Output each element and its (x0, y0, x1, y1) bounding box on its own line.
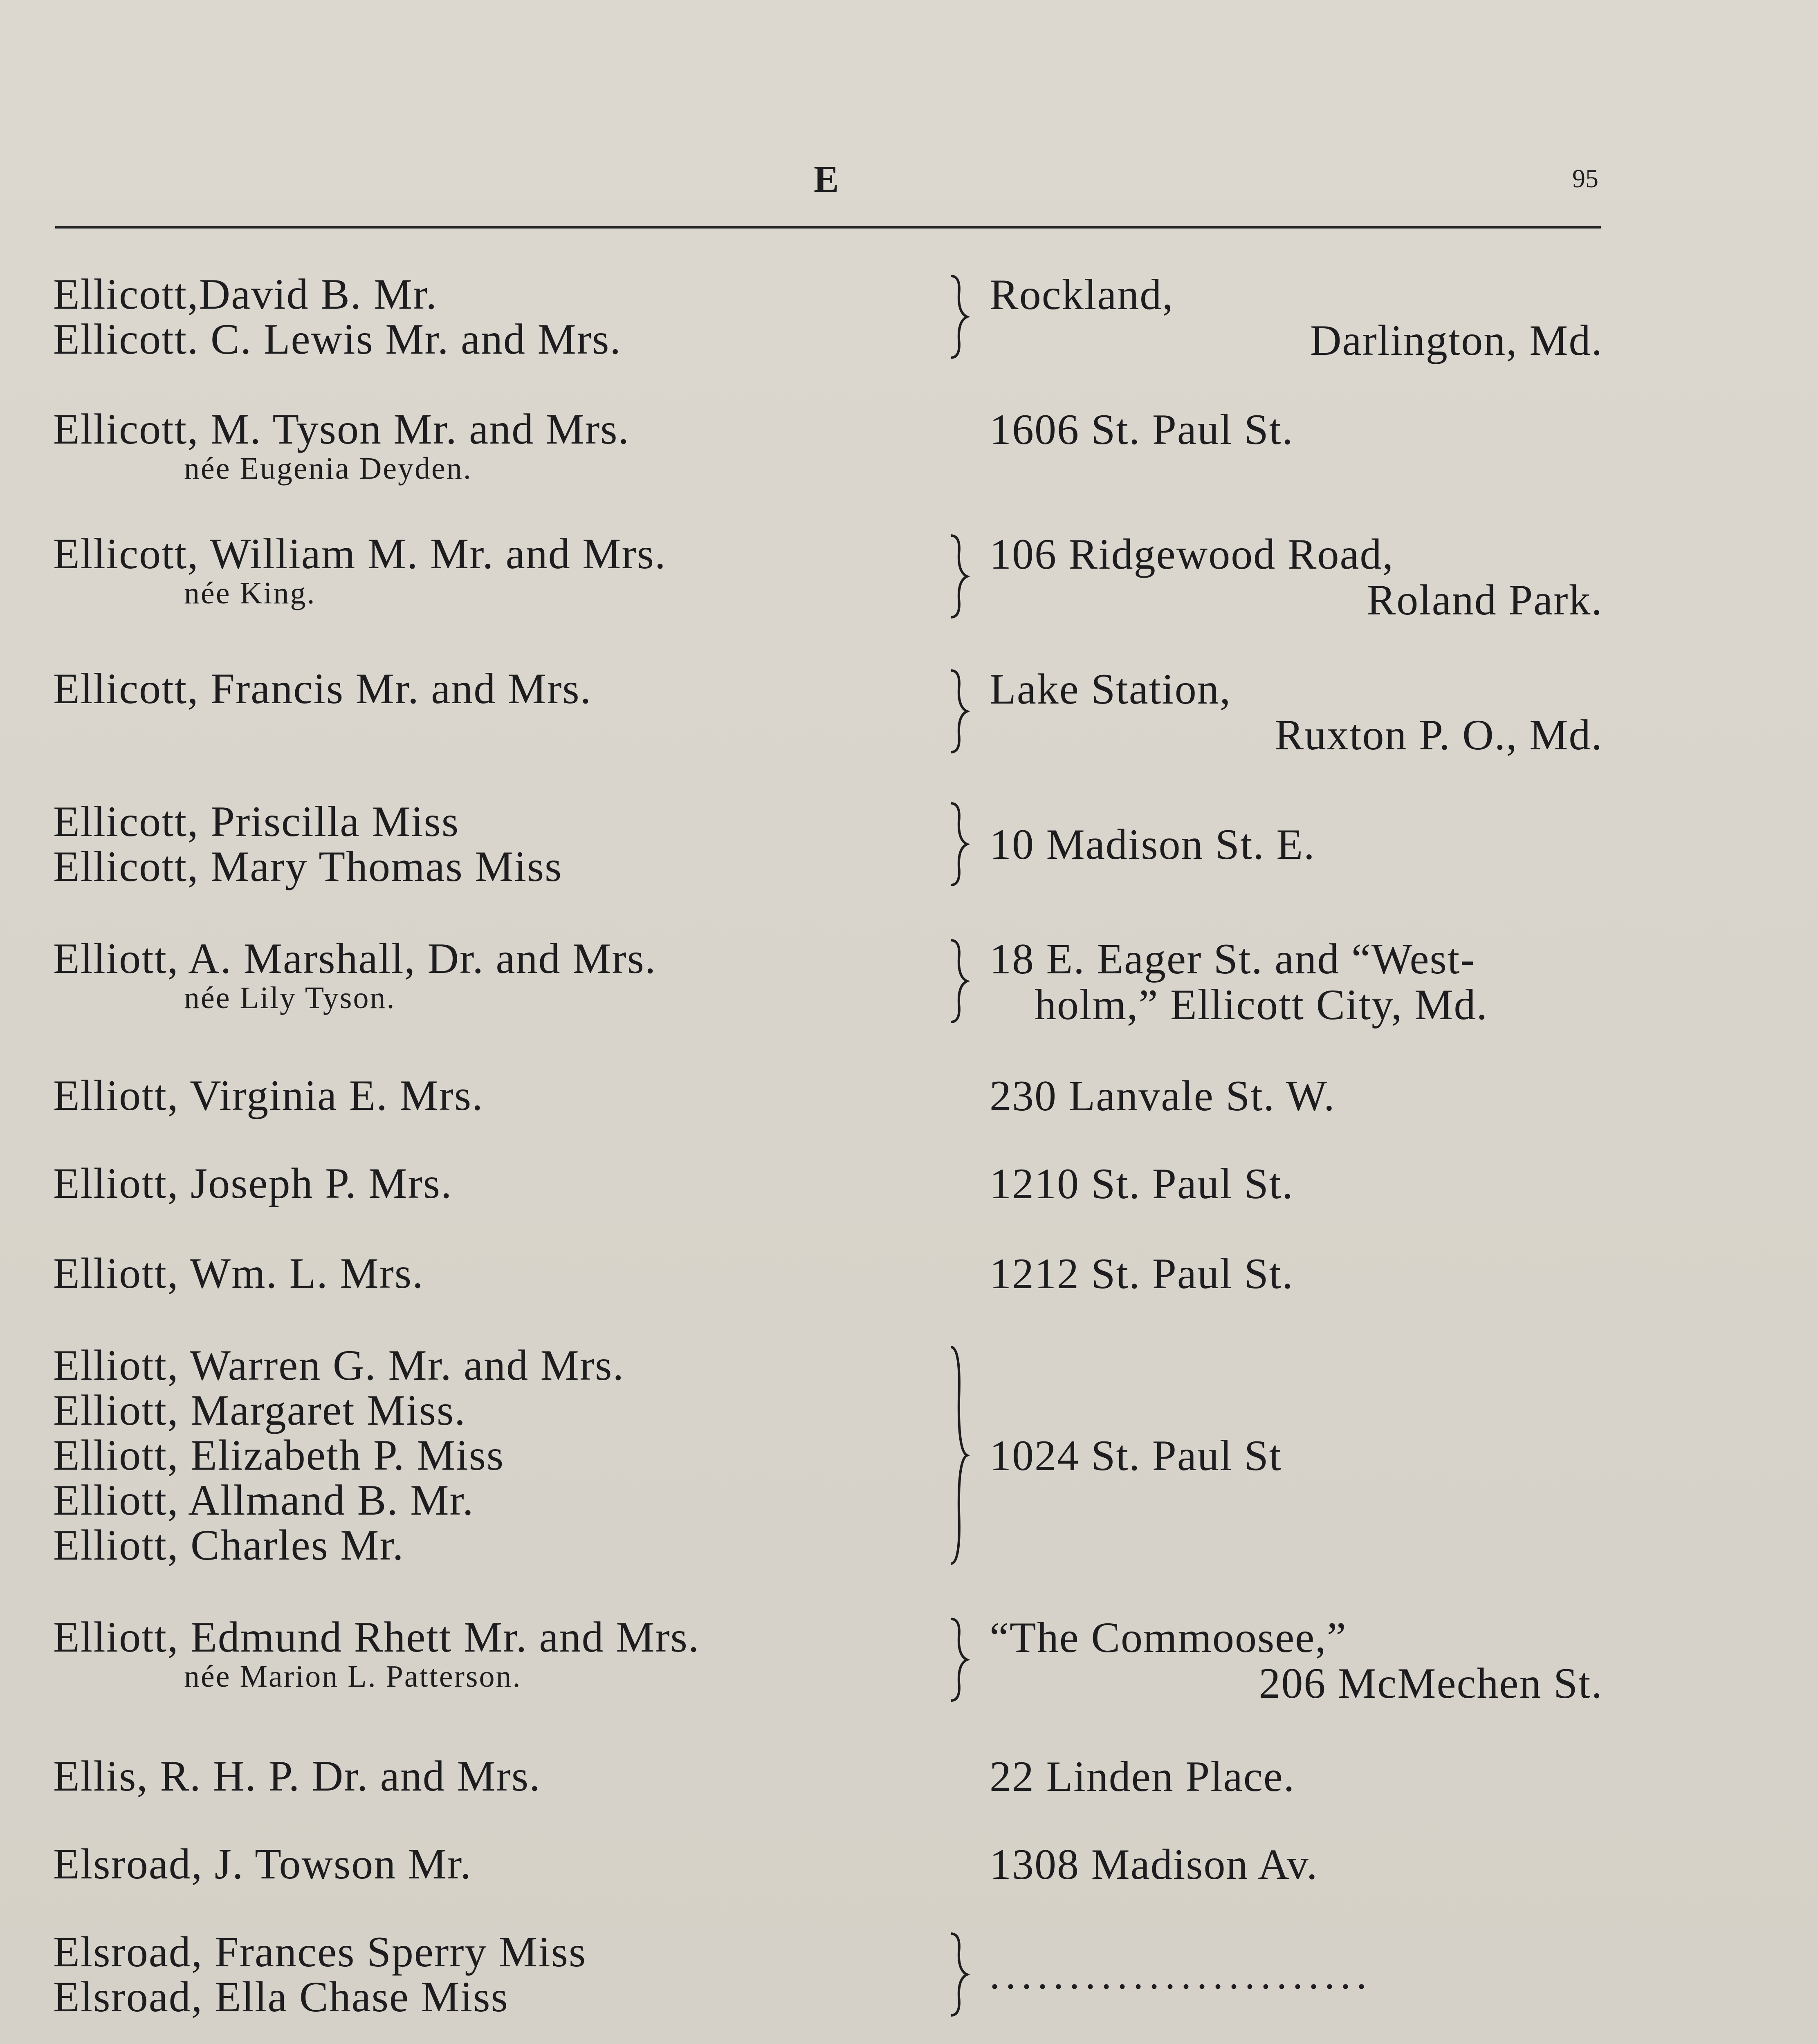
resident-name: Elliott, Virginia E. Mrs. (53, 1071, 484, 1119)
entry-address (990, 272, 1603, 363)
address-line: 18 E. Eager St. and “West- (990, 935, 1476, 983)
resident-name: Ellicott, William M. Mr. and Mrs. (53, 530, 667, 578)
address-line: 1024 St. Paul St (990, 1432, 1282, 1479)
entry-names (53, 1842, 932, 1887)
entry-names (53, 799, 932, 889)
address-line: Ruxton P. O., Md. (1275, 711, 1603, 759)
brace-icon (943, 272, 971, 362)
entry-names (53, 1251, 932, 1296)
resident-name: Elliott, Edmund Rhett Mr. and Mrs. (53, 1613, 700, 1661)
entry-address (990, 936, 1603, 1028)
address-line: “The Commoosee,” (990, 1614, 1347, 1661)
entry-address (990, 1433, 1603, 1479)
entry-address (990, 1615, 1603, 1706)
entry-address (990, 407, 1603, 453)
entry-names (53, 1615, 932, 1693)
entry-address (990, 666, 1603, 758)
address-line: 106 Ridgewood Road, (990, 530, 1394, 578)
address-line: Rockland, (990, 271, 1174, 318)
entry-names (53, 666, 932, 711)
entry-names (53, 407, 932, 485)
address-line: Lake Station, (990, 665, 1232, 713)
resident-name: Elliott, Charles Mr. (53, 1521, 404, 1569)
maiden-name: née King. (184, 576, 316, 610)
page-number: 95 (1572, 164, 1598, 193)
resident-name: Ellis, R. H. P. Dr. and Mrs. (53, 1752, 541, 1800)
address-line: 22 Linden Place. (990, 1753, 1295, 1800)
resident-name: Elsroad, J. Towson Mr. (53, 1840, 472, 1888)
resident-name: Elliott, Wm. L. Mrs. (53, 1249, 424, 1297)
entry-address (990, 1754, 1603, 1800)
maiden-name: née Marion L. Patterson. (184, 1659, 522, 1694)
entry-address (990, 531, 1603, 623)
resident-name: Elliott, A. Marshall, Dr. and Mrs. (53, 935, 657, 982)
entry-names (53, 531, 932, 610)
brace-icon (943, 799, 971, 889)
entry-address (990, 1952, 1603, 1998)
address-line: ........................ (990, 1952, 1372, 1997)
address-line: Darlington, Md. (1310, 316, 1603, 364)
resident-name: Elliott, Joseph P. Mrs. (53, 1159, 453, 1207)
resident-name: Elsroad, Ella Chase Miss (53, 1973, 509, 2021)
entry-address (990, 1161, 1603, 1207)
resident-name: Ellicott, Priscilla Miss (53, 798, 460, 845)
address-line: 1212 St. Paul St. (990, 1250, 1294, 1298)
resident-name: Elliott, Margaret Miss. (53, 1386, 466, 1434)
resident-name: Elsroad, Frances Sperry Miss (53, 1928, 587, 1976)
resident-name: Ellicott, Mary Thomas Miss (53, 843, 563, 890)
address-line: Roland Park. (1367, 576, 1603, 624)
entry-names (53, 272, 932, 362)
address-line: holm,” Ellicott City, Md. (1035, 981, 1488, 1029)
address-line: 1606 St. Paul St. (990, 406, 1294, 453)
brace-icon (943, 1930, 971, 2019)
address-line: 230 Lanvale St. W. (990, 1072, 1335, 1120)
entry-address (990, 1073, 1603, 1119)
resident-name: Elliott, Warren G. Mr. and Mrs. (53, 1341, 624, 1389)
resident-name: Elliott, Elizabeth P. Miss (53, 1431, 505, 1479)
brace-icon (943, 936, 971, 1026)
resident-name: Elliott, Allmand B. Mr. (53, 1476, 474, 1524)
entry-names (53, 1754, 932, 1799)
resident-name: Ellicott. C. Lewis Mr. and Mrs. (53, 315, 622, 363)
entry-names (53, 1161, 932, 1206)
entry-names (53, 1930, 932, 2019)
resident-name: Ellicott, M. Tyson Mr. and Mrs. (53, 405, 630, 453)
brace-icon (943, 1343, 971, 1568)
entry-names (53, 1073, 932, 1118)
entry-address (990, 822, 1603, 867)
entry-address (990, 1251, 1603, 1297)
brace-icon (943, 1615, 971, 1705)
brace-icon (943, 666, 971, 756)
maiden-name: née Eugenia Deyden. (184, 451, 472, 486)
address-line: 1308 Madison Av. (990, 1840, 1318, 1888)
resident-name: Ellicott, Francis Mr. and Mrs. (53, 665, 592, 713)
address-line: 206 McMechen St. (1259, 1659, 1603, 1707)
resident-name: Ellicott,David B. Mr. (53, 270, 438, 318)
maiden-name: née Lily Tyson. (184, 981, 396, 1015)
entry-names (53, 1343, 932, 1568)
entry-address (990, 1842, 1603, 1887)
address-line: 10 Madison St. E. (990, 820, 1315, 868)
section-letter: E (814, 158, 839, 200)
address-line: 1210 St. Paul St. (990, 1160, 1294, 1208)
header-rule (55, 226, 1601, 229)
brace-icon (943, 531, 971, 621)
entry-names (53, 936, 932, 1015)
